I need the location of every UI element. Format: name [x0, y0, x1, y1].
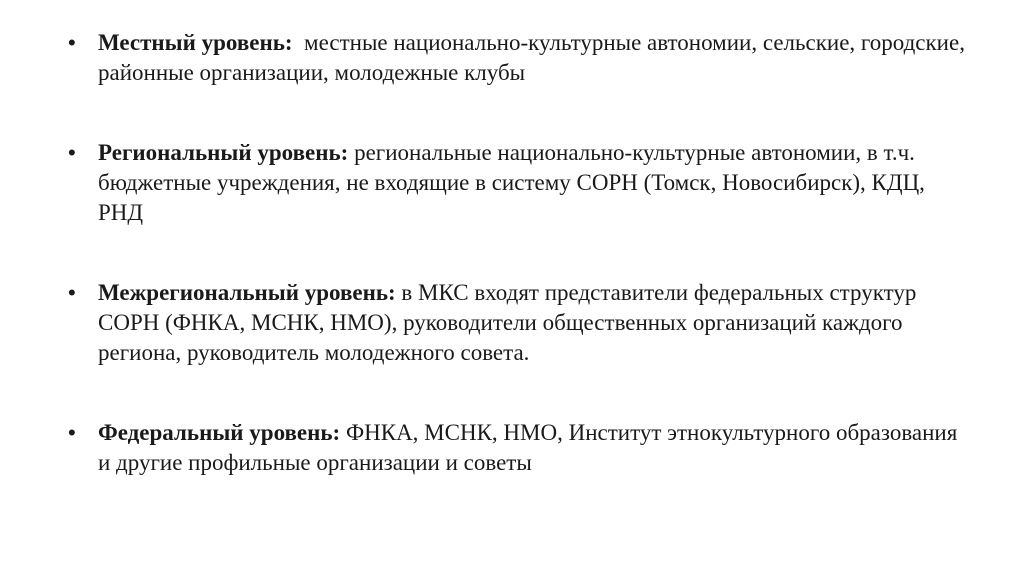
- list-item-interregional-level: [68, 278, 968, 368]
- bullet-icon: •: [68, 140, 76, 165]
- item-text: ФНКА, МСНК, НМО, Институт этнокультурного образования и другие профильные организации и советы: [98, 420, 964, 475]
- bullet-icon: •: [68, 420, 76, 445]
- item-heading: Региональный уровень:: [98, 140, 349, 165]
- item-text: региональные национально-культурные автономии, в т.ч. бюджетные учреждения, не входящие в систему СОРН (Томск, Новосибирск), КДЦ, РНД: [98, 140, 931, 225]
- list-item-federal-level: [68, 418, 968, 478]
- item-heading: Местный уровень:: [98, 30, 293, 55]
- levels-list: [68, 28, 971, 478]
- item-heading: Межрегиональный уровень:: [98, 280, 396, 305]
- item-text: в МКС входят представители федеральных структур СОРН (ФНКА, МСНК, НМО), руководители общественных организаций каждого региона, руководитель молодежного совета.: [98, 280, 923, 365]
- item-text: местные национально-культурные автономии, сельские, городские, районные организации, молодежные клубы: [98, 30, 971, 85]
- list-item-regional-level: [68, 138, 968, 228]
- list-item-local-level: [68, 28, 971, 88]
- bullet-icon: •: [68, 280, 76, 305]
- bullet-icon: •: [68, 30, 76, 55]
- item-heading: Федеральный уровень:: [98, 420, 341, 445]
